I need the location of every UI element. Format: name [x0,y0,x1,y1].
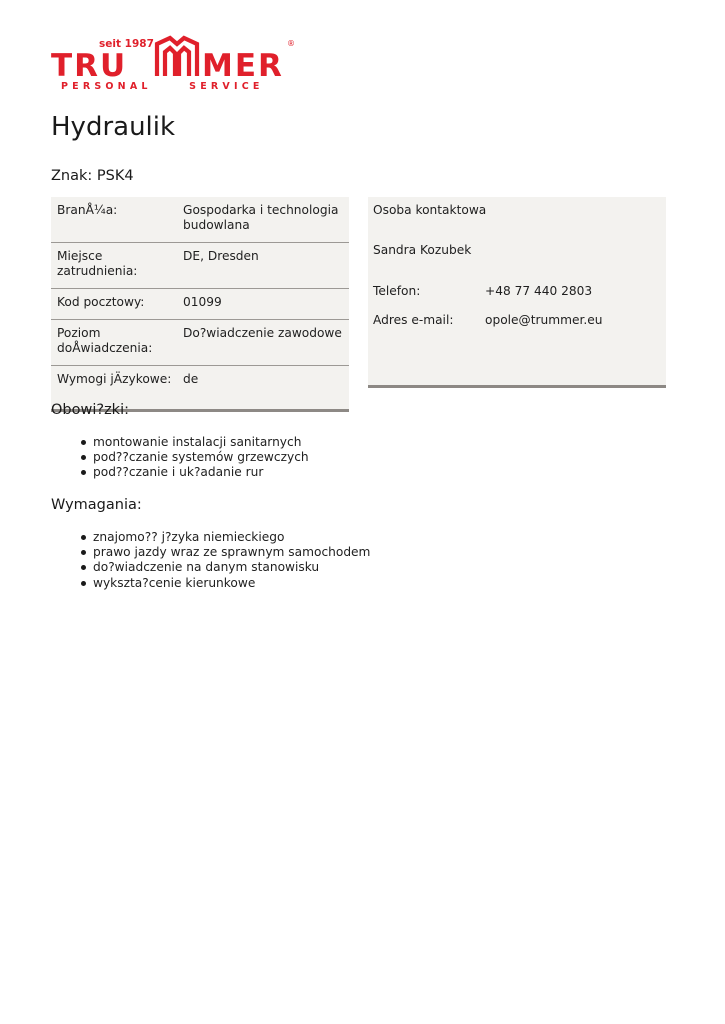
info-label: Wymogi jÄzykowe: [57,372,172,386]
contact-phone-link[interactable]: +48 77 440 2803 [485,284,593,298]
contact-name-row [368,237,666,278]
reference-number [51,168,134,184]
info-row-postal-code [51,289,349,320]
logo-registered: ® [287,39,295,48]
contact-email-label: Adres e-mail: [373,313,454,327]
list-item: znajomo?? j?zyka niemieckiego [76,530,370,545]
info-value: DE, Dresden [183,249,259,263]
duties-title: Obowi?zki: [51,402,129,418]
contact-name: Sandra Kozubek [373,243,472,257]
info-value: 01099 [183,295,222,309]
contact-email-link[interactable]: opole@trummer.eu [485,313,603,327]
page-title: Hydraulik [51,112,176,142]
logo-brand-left: TRU [51,48,128,84]
info-label: Kod pocztowy: [57,295,145,309]
reference-label: Znak: [51,168,93,184]
logo-since: seit 1987 [99,38,154,50]
contact-phone-label: Telefon: [373,284,421,298]
contact-email-row [368,307,666,337]
list-item: do?wiadczenie na danym stanowisku [76,560,370,575]
requirements-title: Wymagania: [51,497,142,513]
requirements-list [76,530,370,591]
contact-heading: Osoba kontaktowa [373,203,487,217]
info-label: Poziom doÅwiadczenia: [57,326,153,355]
logo-brand-right: MER [202,48,284,84]
trummer-logo [51,34,297,92]
reference-value: PSK4 [96,168,134,184]
job-info-table [51,197,349,412]
info-label: BranÅ¼a: [57,203,118,217]
info-row-industry [51,197,349,243]
list-item: wykszta?cenie kierunkowe [76,576,370,591]
info-value: Gospodarka i technologia budowlana [183,203,339,232]
list-item: pod??czanie i uk?adanie rur [76,465,309,480]
info-value: de [183,372,199,386]
list-item: pod??czanie systemów grzewczych [76,450,309,465]
list-item: montowanie instalacji sanitarnych [76,435,309,450]
duties-list [76,435,309,481]
info-label: Miejsce zatrudnienia: [57,249,138,278]
logo-mark [157,38,197,76]
contact-heading-row [368,197,666,237]
info-row-experience [51,320,349,366]
info-row-location [51,243,349,289]
info-value: Do?wiadczenie zawodowe [183,326,342,340]
list-item: prawo jazdy wraz ze sprawnym samochodem [76,545,370,560]
contact-table [368,197,666,388]
logo-tagline: PERSONAL SERVICE [61,81,264,92]
contact-phone-row [368,278,666,307]
